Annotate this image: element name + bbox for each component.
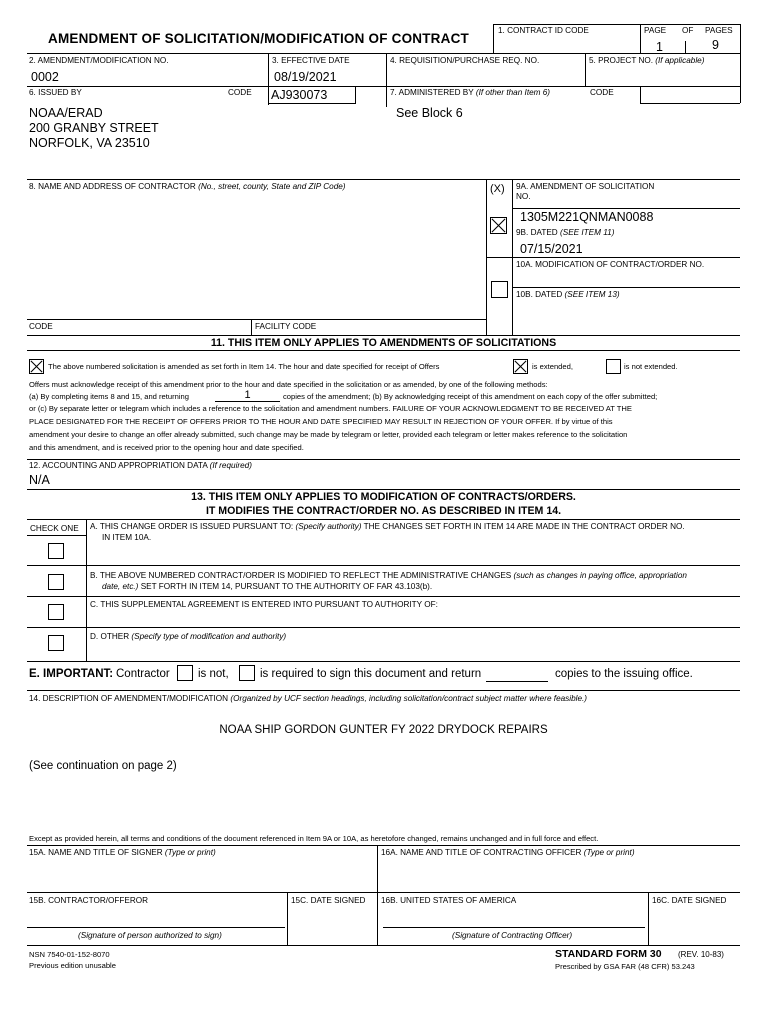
dated-10b-label: 10B. DATED (SEE ITEM 13) <box>516 290 620 299</box>
item-12-label: 12. ACCOUNTING AND APPROPRIATION DATA (If required) <box>29 461 252 470</box>
item-14-label: 14. DESCRIPTION OF AMENDMENT/MODIFICATION (Organized by UCF section headings, including solicitation/contract subject matter where feasible.) <box>29 694 588 703</box>
issued-by-label: 6. ISSUED BY <box>29 88 82 97</box>
modification-10a-label: 10A. MODIFICATION OF CONTRACT/ORDER NO. <box>516 260 705 269</box>
checkbox-13d[interactable] <box>48 635 64 651</box>
previous-edition-note: Previous edition unusable <box>29 961 116 970</box>
solicitation-no-field[interactable]: 1305M221QNMAN0088 <box>520 210 654 224</box>
dated-9b-field[interactable]: 07/15/2021 <box>520 242 583 256</box>
item-13-heading2: IT MODIFIES THE CONTRACT/ORDER NO. AS DESCRIBED IN ITEM 14. <box>205 505 562 517</box>
item-11-para1: Offers must acknowledge receipt of this amendment prior to the hour and date specified in the solicitation or as amended, by one of the following methods: <box>29 380 548 389</box>
officer-name-label: 16A. NAME AND TITLE OF CONTRACTING OFFICER (Type or print) <box>381 848 635 857</box>
facility-code-label: FACILITY CODE <box>255 322 317 331</box>
revision-label: (REV. 10-83) <box>678 950 724 959</box>
item-11-para2a: (a) By completing items 8 and 15, and returning <box>29 392 189 401</box>
except-clause: Except as provided herein, all terms and conditions of the document referenced in Item 9A or 10A, as heretofore changed, remains unchanged and in full force and effect. <box>29 834 599 843</box>
amendment-no-label: 2. AMENDMENT/MODIFICATION NO. <box>29 56 169 65</box>
item-11-line1: The above numbered solicitation is amended as set forth in Item 14. The hour and date specified for receipt of Offers <box>48 362 440 371</box>
contractor-offeror-label: 15B. CONTRACTOR/OFFEROR <box>29 896 149 905</box>
contractor-signature-caption: (Signature of person authorized to sign) <box>78 931 222 940</box>
not-extended-text: is not extended. <box>624 362 678 371</box>
important-label: E. IMPORTANT: <box>29 668 114 680</box>
issued-code-field[interactable]: AJ930073 <box>271 88 328 102</box>
checkbox-is-extended[interactable] <box>513 359 528 374</box>
contractor-label: 8. NAME AND ADDRESS OF CONTRACTOR (No., street, county, State and ZIP Code) <box>29 182 346 191</box>
item-13c-text: C. THIS SUPPLEMENTAL AGREEMENT IS ENTERED INTO PURSUANT TO AUTHORITY OF: <box>90 600 438 609</box>
checkbox-13c[interactable] <box>48 604 64 620</box>
accounting-data-field[interactable]: N/A <box>29 473 50 487</box>
issued-by-line2[interactable]: 200 GRANBY STREET <box>29 121 159 135</box>
copies-returned-field[interactable]: 1 <box>215 389 280 402</box>
nsn-number: NSN 7540-01-152-8070 <box>29 950 110 959</box>
project-no-label: 5. PROJECT NO. (If applicable) <box>589 56 705 65</box>
usa-label: 16B. UNITED STATES OF AMERICA <box>381 896 517 905</box>
item-13a-line2: IN ITEM 10A. <box>102 533 152 542</box>
copies-count-field[interactable] <box>486 681 548 682</box>
check-x-icon <box>30 360 43 373</box>
item-11-heading: 11. THIS ITEM ONLY APPLIES TO AMENDMENTS OF SOLICITATIONS <box>210 337 557 349</box>
important-contractor: Contractor <box>116 668 170 680</box>
page-label: PAGE <box>644 26 667 35</box>
administered-by-label: 7. ADMINISTERED BY (If other than Item 6) <box>390 88 551 97</box>
checkbox-not-extended[interactable] <box>606 359 621 374</box>
checkbox-13a[interactable] <box>48 543 64 559</box>
pages-value[interactable]: 9 <box>712 38 719 52</box>
item-11-para2b: copies of the amendment; (b) By acknowledging receipt of this amendment on each copy of the offer submitted; <box>283 392 658 401</box>
x-column-label: (X) <box>490 183 505 195</box>
item-13b-line1: B. THE ABOVE NUMBERED CONTRACT/ORDER IS MODIFIED TO REFLECT THE ADMINISTRATIVE CHANGES (such as changes in paying office, appropriation <box>90 571 687 580</box>
check-x-icon <box>514 360 527 373</box>
issued-by-line1[interactable]: NOAA/ERAD <box>29 106 103 120</box>
requisition-no-label: 4. REQUISITION/PURCHASE REQ. NO. <box>390 56 540 65</box>
description-line2[interactable]: (See continuation on page 2) <box>29 760 177 772</box>
signer-name-label: 15A. NAME AND TITLE OF SIGNER (Type or print) <box>29 848 216 857</box>
check-one-label: CHECK ONE <box>30 524 79 533</box>
amendment-no-field[interactable]: 0002 <box>31 70 59 84</box>
pages-label: PAGES <box>705 26 733 35</box>
administered-by-field[interactable]: See Block 6 <box>396 106 463 120</box>
of-label: OF <box>682 26 694 35</box>
amendment-solicitation-label-no: NO. <box>516 192 531 201</box>
officer-date-label: 16C. DATE SIGNED <box>652 896 727 905</box>
important-is-required: is required to sign this document and return <box>260 668 482 680</box>
important-copies: copies to the issuing office. <box>555 668 693 680</box>
item-11-para5: amendment your desire to change an offer already submitted, such change may be made by telegram or letter, provided each telegram or letter makes reference to the solicitation <box>29 430 628 439</box>
checkbox-is-required[interactable] <box>239 665 255 681</box>
prescribed-by: Prescribed by GSA FAR (48 CFR) 53.243 <box>555 962 695 971</box>
check-x-icon <box>491 218 506 233</box>
contractor-date-label: 15C. DATE SIGNED <box>291 896 366 905</box>
item-13d-text: D. OTHER (Specify type of modification and authority) <box>90 632 287 641</box>
officer-signature-caption: (Signature of Contracting Officer) <box>452 931 573 940</box>
form-title: AMENDMENT OF SOLICITATION/MODIFICATION OF CONTRACT <box>48 31 469 46</box>
is-extended-text: is extended, <box>532 362 573 371</box>
issued-code-label: CODE <box>228 88 252 97</box>
checkbox-9a[interactable] <box>490 217 507 234</box>
item-13a-line1: A. THIS CHANGE ORDER IS ISSUED PURSUANT TO: (Specify authority) THE CHANGES SET FORTH IN ITEM 14 ARE MADE IN THE CONTRACT ORDER NO. <box>90 522 685 531</box>
dated-9b-label: 9B. DATED (SEE ITEM 11) <box>516 228 615 237</box>
checkbox-is-not[interactable] <box>177 665 193 681</box>
effective-date-label: 3. EFFECTIVE DATE <box>272 56 350 65</box>
item-11-para4: PLACE DESIGNATED FOR THE RECEIPT OF OFFERS PRIOR TO THE HOUR AND DATE SPECIFIED MAY RESULT IN REJECTION OF YOUR OFFER. If by virtue of this <box>29 417 613 426</box>
description-line1[interactable]: NOAA SHIP GORDON GUNTER FY 2022 DRYDOCK REPAIRS <box>219 724 548 736</box>
item-13b-line2: date, etc.) SET FORTH IN ITEM 14, PURSUANT TO THE AUTHORITY OF FAR 43.103(b). <box>102 582 433 591</box>
item-11-para6: and this amendment, and is received prior to the opening hour and date specified. <box>29 443 304 452</box>
admin-code-label: CODE <box>590 88 614 97</box>
contract-id-label: 1. CONTRACT ID CODE <box>498 26 589 35</box>
amendment-solicitation-label: 9A. AMENDMENT OF SOLICITATION <box>516 182 655 191</box>
effective-date-field[interactable]: 08/19/2021 <box>274 70 337 84</box>
page-value[interactable]: 1 <box>656 40 663 54</box>
item-11-para3: or (c) By separate letter or telegram which includes a reference to the solicitation and amendment numbers. FAILURE OF YOUR ACKNOWLEDGMENT TO BE RECEIVED AT THE <box>29 404 632 413</box>
checkbox-10a[interactable] <box>491 281 508 298</box>
standard-form-label: STANDARD FORM 30 <box>555 948 662 960</box>
important-is-not: is not, <box>198 668 229 680</box>
issued-by-line3[interactable]: NORFOLK, VA 23510 <box>29 136 150 150</box>
checkbox-13b[interactable] <box>48 574 64 590</box>
contractor-code-label: CODE <box>29 322 53 331</box>
checkbox-solicitation-amended[interactable] <box>29 359 44 374</box>
item-13-heading1: 13. THIS ITEM ONLY APPLIES TO MODIFICATION OF CONTRACTS/ORDERS. <box>191 491 576 503</box>
